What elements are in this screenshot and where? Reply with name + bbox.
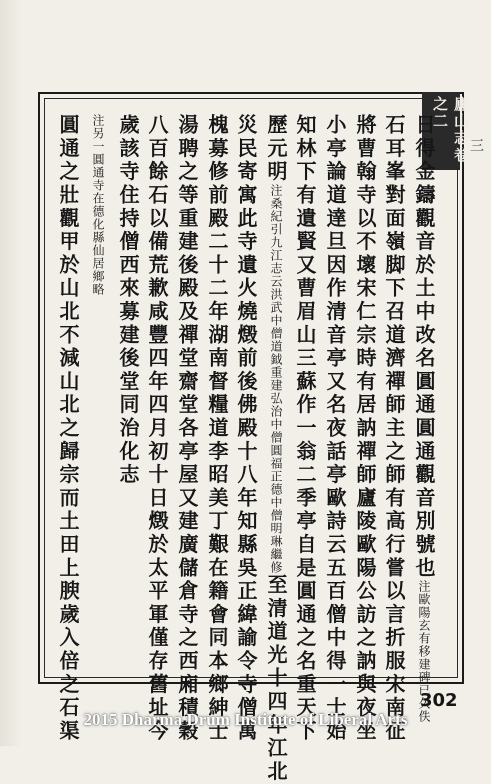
column-note: 注另一圓通寺在德化縣仙居鄉略: [91, 114, 105, 296]
text-column-6: [266, 114, 286, 784]
column-text: 災民寄寓此寺遺火燒燬前後佛殿十八年知縣吳正緯諭令寺僧萬: [234, 114, 258, 744]
page-number: 302: [420, 690, 458, 711]
running-title: 廬山志卷之二: [431, 96, 470, 164]
text-column-11: [118, 114, 138, 487]
text-column-1: [414, 114, 434, 723]
column-text: 歲該寺住持僧西來募建後堂同治化志: [116, 114, 140, 487]
column-text: 湯聘之等重建後殿及禪堂齋堂各亭屋又建廣儲倉寺之西廂積穀: [175, 114, 199, 744]
folio-number: 三: [468, 138, 484, 152]
text-column-2: [384, 114, 404, 743]
column-text: 石耳峯對面嶺脚下召道濟禪師主之師有高行嘗以言折服宋南征: [382, 114, 406, 744]
column-text: 日得金鑄觀音於土中改名圓通圓通觀音別號也: [412, 114, 436, 580]
column-note: 注桑紀引九江志云洪武中僧道鉞重建弘治中僧圓福正德中僧明琳繼修: [269, 183, 283, 574]
column-note: 注歐陽玄有移建碑已久佚: [417, 580, 431, 723]
column-text: 槐募修前殿二十二年湖南督糧道李昭美丁艱在籍會同本鄉紳士: [205, 114, 229, 744]
column-text: 歷元明: [264, 114, 288, 184]
text-column-9: [177, 114, 197, 743]
text-column-10: [147, 114, 167, 743]
column-text: 八百餘石以備荒歉咸豐四年四月初十日燬於太平軍僅存舊址今: [145, 114, 169, 744]
column-text: 圓通之壯觀甲於山北不減山北之歸宗而土田上腴歲入倍之石渠: [56, 114, 80, 744]
text-column-12: [88, 114, 108, 296]
column-text: 知林下有遺賢又曹眉山三蘇作一翁二季亭自是圓通之名重天下: [293, 114, 317, 744]
column-text-after: 至清道光十四年江北: [264, 573, 288, 784]
text-column-13: [58, 114, 78, 743]
watermark-footer: 2015 Dharma Drum Institute of Liberal Arts: [83, 710, 408, 729]
scan-edge-shadow: [0, 0, 22, 746]
text-column-8: [207, 114, 227, 743]
column-text: 小亭論道達旦因作清音亭又名夜話亭歐詩云五百僧中得一士始: [323, 114, 347, 744]
text-column-7: [236, 114, 256, 743]
column-text: 將曹翰寺以不壞宋仁宗時有居訥禪師廬陵歐陽公訪之訥與夜坐: [353, 114, 377, 744]
text-column-3: [355, 114, 375, 743]
text-column-4: [325, 114, 345, 743]
text-column-5: [295, 114, 315, 743]
